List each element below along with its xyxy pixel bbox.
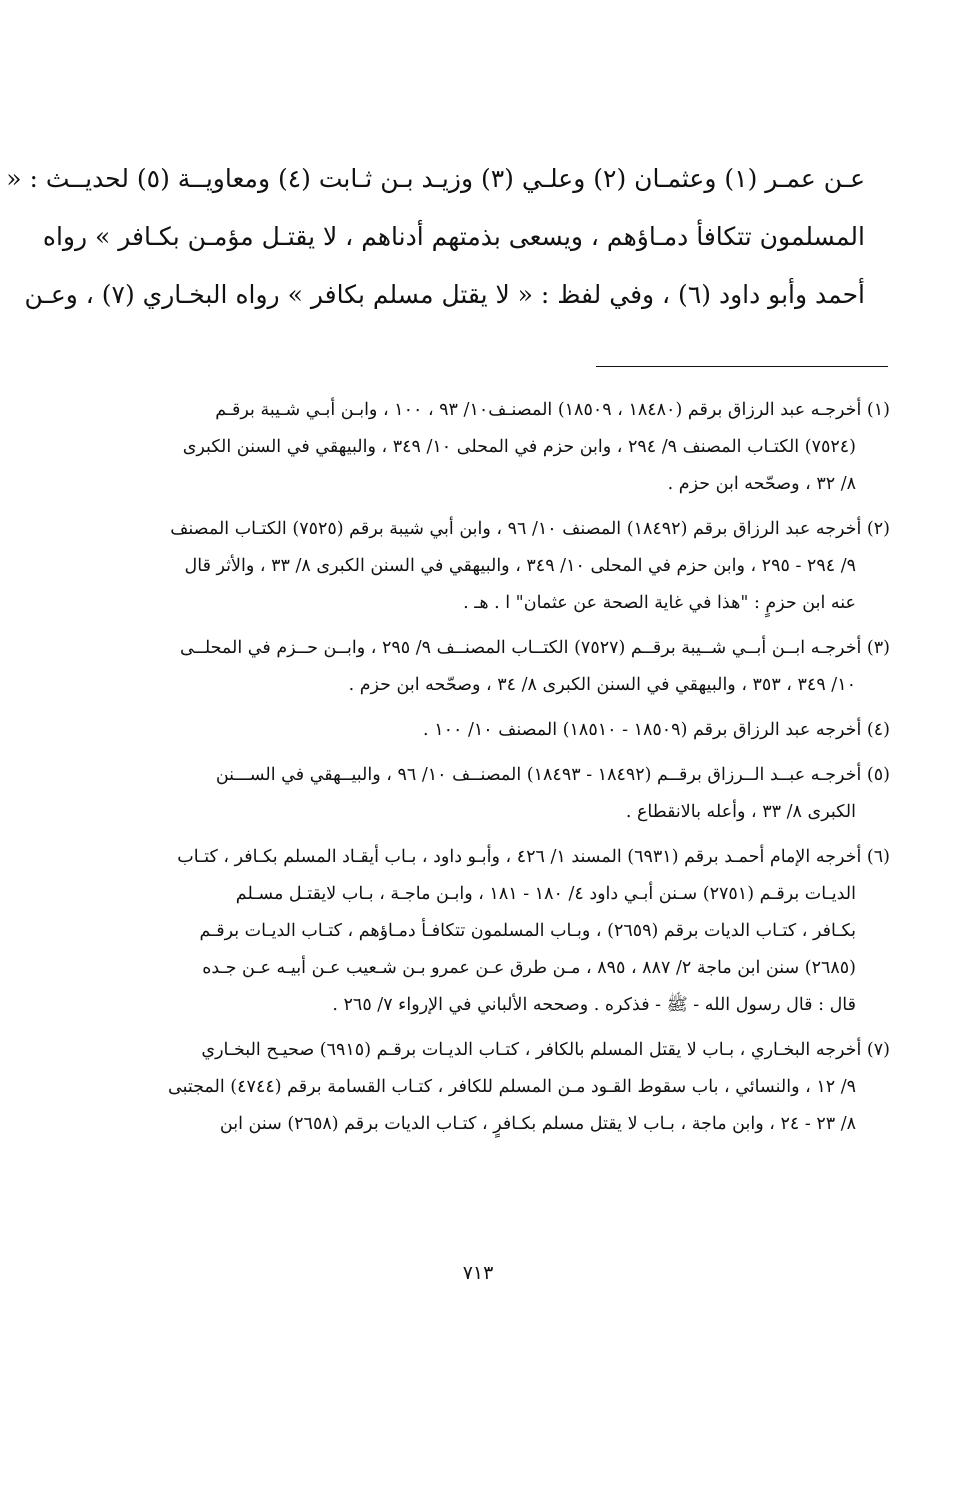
footnote-line: ١٠/ ٣٤٩ ، ٣٥٣ ، والبيهقي في السنن الكبرى ٨/ ٣٤ ، وصحّحه ابن حزم .: [348, 675, 856, 695]
main-paragraph: [6, 150, 865, 324]
footnote-line: (٢٦٨٥) سنن ابن ماجة ٢/ ٨٨٧ ، ٨٩٥ ، مـن طرق عـن عمرو بـن شـعيب عـن أبيـه عـن جـده: [202, 958, 856, 978]
footnote-2: [120, 511, 890, 622]
footnote-line: (٧٥٢٤) الكتـاب المصنف ٩/ ٢٩٤ ، وابن حزم في المحلى ١٠/ ٣٤٩ ، والبيهقي في السنن الكبرى: [182, 437, 856, 457]
footnote-line: ٨/ ٢٣ - ٢٤ ، وابن ماجة ، بـاب لا يقتل مسلم بكـافرٍ ، كتـاب الديات برقم (٢٦٥٨) سنن ابن: [219, 1114, 856, 1134]
footnote-5: [120, 757, 890, 831]
page-number: ٧١٣: [462, 1262, 494, 1284]
footnote-line: (٤) أخرجه عبد الرزاق برقم (١٨٥٠٩ - ١٨٥١٠) المصنف ١٠/ ١٠٠ .: [423, 720, 890, 740]
footnote-6: [120, 839, 890, 1024]
footnote-3: [120, 630, 890, 704]
footnote-line: عنه ابن حزمٍ : "هذا في غاية الصحة عن عثمان" ا . هـ .: [463, 593, 856, 613]
footnote-line: (٢) أخرجه عبد الرزاق برقم (١٨٤٩٢) المصنف ١٠/ ٩٦ ، وابن أبي شيبة برقم (٧٥٢٥) الكتـاب المصنف: [170, 519, 890, 539]
footnote-line: بكـافر ، كتـاب الديات برقم (٢٦٥٩) ، وبـاب المسلمون تتكافـأ دمـاؤهم ، كتـاب الديـات برقـم: [199, 921, 856, 941]
footnote-line: (٧) أخرجه البخـاري ، بـاب لا يقتل المسلم بالكافر ، كتـاب الديـات برقـم (٦٩١٥) صحيـح البخـاري: [201, 1040, 890, 1060]
footnote-line: الديـات برقـم (٢٧٥١) سـنن أبـي داود ٤/ ١٨٠ - ١٨١ ، وابـن ماجـة ، بـاب لايقتـل مسـلم: [235, 884, 856, 904]
footnote-line: الكبرى ٨/ ٣٣ ، وأعله بالانقطاع .: [625, 802, 856, 822]
footnote-line: (٥) أخرجـه عبــد الــرزاق برقــم (١٨٤٩٢ - ١٨٤٩٣) المصنــف ١٠/ ٩٦ ، والبيــهقي في الســـنن: [215, 765, 890, 785]
footnote-7: [120, 1032, 890, 1143]
footnote-line: ٩/ ١٢ ، والنسائي ، باب سقوط القـود مـن المسلم للكافر ، كتـاب القسامة برقم (٤٧٤٤) المجتبى: [167, 1077, 856, 1097]
footnote-line: (٦) أخرجه الإمام أحمـد برقم (٦٩٣١) المسند ١/ ٤٢٦ ، وأبـو داود ، بـاب أيقـاد المسلم بكـافر ، كتـاب: [177, 847, 890, 867]
main-text-line: أحمد وأبو داود (٦) ، وفي لفظ : « لا يقتل مسلم بكافر » رواه البخـاري (٧) ، وعـن: [24, 280, 865, 309]
main-text-line: المسلمون تتكافأ دمـاؤهم ، ويسعى بذمتهم أدناهم ، لا يقتـل مؤمـن بكـافر » رواه: [42, 222, 865, 251]
footnote-line: (٣) أخرجـه ابــن أبــي شــيبة برقــم (٧٥٢٧) الكتــاب المصنــف ٩/ ٢٩٥ ، وابــن حــزم في المحلــى: [180, 638, 890, 658]
footnote-line: قال : قال رسول الله - ﷺ - فذكره . وصححه الألباني في الإرواء ٧/ ٢٦٥ .: [332, 995, 856, 1015]
footnote-4: [120, 712, 890, 749]
footnotes-section: [120, 392, 890, 1151]
footnote-1: [120, 392, 890, 503]
footnote-divider: [596, 366, 888, 367]
footnote-line: ٩/ ٢٩٤ - ٢٩٥ ، وابن حزم في المحلى ١٠/ ٣٤٩ ، والبيهقي في السنن الكبرى ٨/ ٣٣ ، والأثر قال: [184, 556, 856, 576]
main-text-line: عـن عمـر (١) وعثمـان (٢) وعلـي (٣) وزيـد بـن ثـابت (٤) ومعاويــة (٥) لحديــث : «: [6, 164, 865, 193]
footnote-line: ٨/ ٣٢ ، وصحّحه ابن حزم .: [667, 474, 856, 494]
footnote-line: (١) أخرجـه عبد الرزاق برقم (١٨٤٨٠ ، ١٨٥٠٩) المصنـف١٠/ ٩٣ ، ١٠٠ ، وابـن أبـي شـيبة برقـم: [215, 400, 890, 420]
